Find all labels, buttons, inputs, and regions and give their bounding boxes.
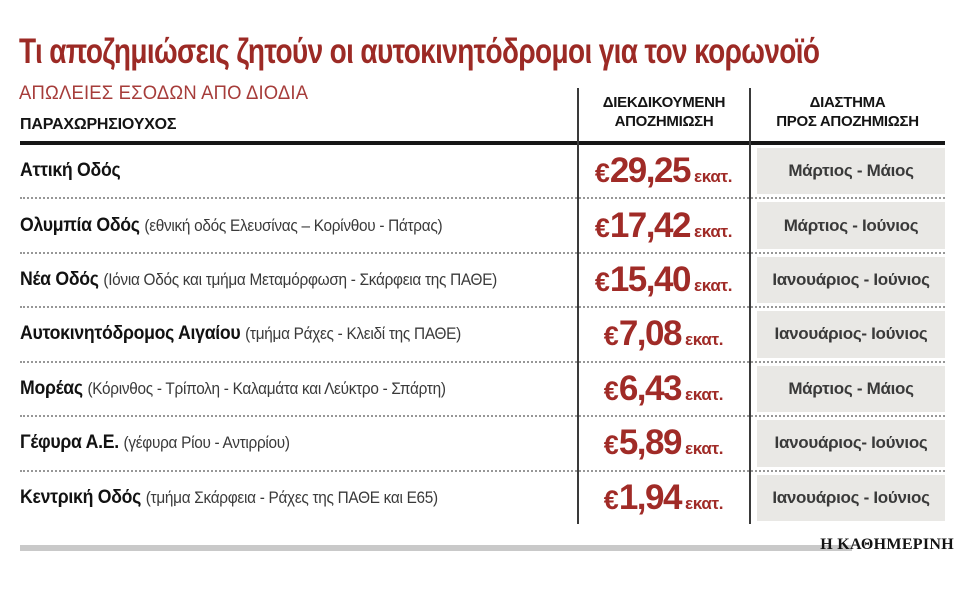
row-period-cell: [750, 417, 945, 469]
row-amount-cell: [577, 423, 750, 463]
concessionaire-description: (εθνική οδός Ελευσίνας – Κορίνθου - Πάτρας): [144, 216, 443, 235]
row-name-cell: [20, 308, 577, 360]
amount-unit: εκατ.: [693, 221, 733, 241]
concessionaire-description: (γέφυρα Ρίου - Αντιρρίου): [123, 434, 290, 453]
table-row: [20, 361, 945, 415]
row-amount-cell: [577, 151, 750, 191]
concessionaire-name: Κεντρική Οδός: [20, 486, 142, 508]
row-name-text: [20, 160, 125, 182]
row-amount-cell: [577, 206, 750, 246]
period-value: Ιανουάριος - Ιούνιος: [757, 257, 945, 303]
euro-symbol: €: [594, 267, 610, 298]
concessionaire-description: (τμήμα Ράχες - Κλειδί της ΠΑΘΕ): [245, 325, 461, 344]
amount-value: 1,94: [618, 477, 681, 517]
column-header-period-line1: ΔΙΑΣΤΗΜΑ: [809, 94, 886, 111]
amount-unit: εκατ.: [684, 330, 724, 350]
amount-value: 7,08: [618, 314, 681, 354]
period-value: Ιανουάριος - Ιούνιος: [757, 475, 945, 521]
euro-symbol: €: [594, 212, 610, 243]
concessionaire-name: Ολυμπία Οδός: [20, 214, 140, 236]
concessionaire-description: (Ιόνια Οδός και τμήμα Μεταμόρφωση - Σκάρφεια της ΠΑΘΕ): [103, 271, 498, 290]
table-row: [20, 197, 945, 251]
column-header-period: [750, 93, 945, 131]
concessionaire-name: Νέα Οδός: [20, 269, 99, 291]
row-name-cell: [20, 363, 577, 415]
row-name-cell: [20, 254, 577, 306]
page-title: Τι αποζημιώσεις ζητούν οι αυτοκινητόδρομοι για τον κορωνοϊό: [19, 32, 820, 71]
concessionaire-description: (τμήμα Σκάρφεια - Ράχες της ΠΑΘΕ και Ε65): [145, 488, 438, 507]
euro-symbol: €: [594, 158, 610, 189]
row-name-cell: [20, 199, 577, 251]
amount-unit: εκατ.: [693, 167, 733, 187]
column-header-claimed-compensation: [578, 93, 750, 131]
concessionaire-name: Αττική Οδός: [20, 160, 121, 182]
row-name-text: [20, 432, 290, 454]
period-value: Ιανουάριος- Ιούνιος: [757, 311, 945, 357]
concessionaire-name: Γέφυρα Α.Ε.: [20, 432, 119, 454]
euro-symbol: €: [603, 321, 619, 352]
period-value: Ιανουάριος- Ιούνιος: [757, 420, 945, 466]
data-table: [20, 145, 945, 524]
amount-unit: εκατ.: [684, 384, 724, 404]
row-name-cell: [20, 145, 577, 197]
period-value: Μάρτιος - Μάιος: [757, 148, 945, 194]
amount-value: 5,89: [618, 423, 681, 463]
amount-unit: εκατ.: [684, 493, 724, 513]
row-period-cell: [750, 363, 945, 415]
row-period-cell: [750, 308, 945, 360]
row-period-cell: [750, 254, 945, 306]
row-amount-cell: [577, 314, 750, 354]
euro-symbol: €: [603, 430, 619, 461]
row-amount-cell: [577, 369, 750, 409]
column-header-period-line2: ΠΡΟΣ ΑΠΟΖΗΜΙΩΣΗ: [776, 113, 919, 130]
euro-symbol: €: [603, 375, 619, 406]
amount-value: 15,40: [609, 260, 690, 300]
row-name-cell: [20, 417, 577, 469]
column-header-claim-line2: ΑΠΟΖΗΜΙΩΣΗ: [614, 113, 714, 130]
row-name-text: [20, 323, 461, 345]
row-name-text: [20, 269, 497, 291]
column-header-claim-line1: ΔΙΕΚΔΙΚΟΥΜΕΝΗ: [602, 94, 726, 111]
row-amount-cell: [577, 478, 750, 518]
page-subtitle: ΑΠΩΛΕΙΕΣ ΕΣΟΔΩΝ ΑΠΟ ΔΙΟΔΙΑ: [19, 83, 309, 104]
amount-value: 29,25: [609, 151, 690, 191]
table-row: [20, 306, 945, 360]
row-amount-cell: [577, 260, 750, 300]
row-name-text: [20, 487, 438, 509]
row-name-cell: [20, 472, 577, 524]
row-period-cell: [750, 145, 945, 197]
amount-value: 6,43: [618, 368, 681, 408]
amount-unit: εκατ.: [693, 276, 733, 296]
amount-unit: εκατ.: [684, 439, 724, 459]
amount-value: 17,42: [609, 205, 690, 245]
table-row: [20, 470, 945, 524]
concessionaire-name: Μορέας: [20, 377, 83, 399]
column-header-concessionaire: ΠΑΡΑΧΩΡΗΣΙΟΥΧΟΣ: [20, 116, 177, 133]
concessionaire-name: Αυτοκινητόδρομος Αιγαίου: [20, 323, 241, 345]
table-row: [20, 252, 945, 306]
concessionaire-description: (Κόρινθος - Τρίπολη - Καλαμάτα και Λεύκτρο - Σπάρτη): [87, 379, 446, 398]
euro-symbol: €: [603, 484, 619, 515]
period-value: Μάρτιος - Μάιος: [757, 366, 945, 412]
row-period-cell: [750, 472, 945, 524]
footer-divider: [20, 545, 852, 551]
row-period-cell: [750, 199, 945, 251]
row-name-text: [20, 215, 442, 237]
row-name-text: [20, 378, 446, 400]
period-value: Μάρτιος - Ιούνιος: [757, 202, 945, 248]
table-row: [20, 145, 945, 197]
table-row: [20, 415, 945, 469]
source-label: Η ΚΑΘΗΜΕΡΙΝΗ: [820, 536, 954, 553]
